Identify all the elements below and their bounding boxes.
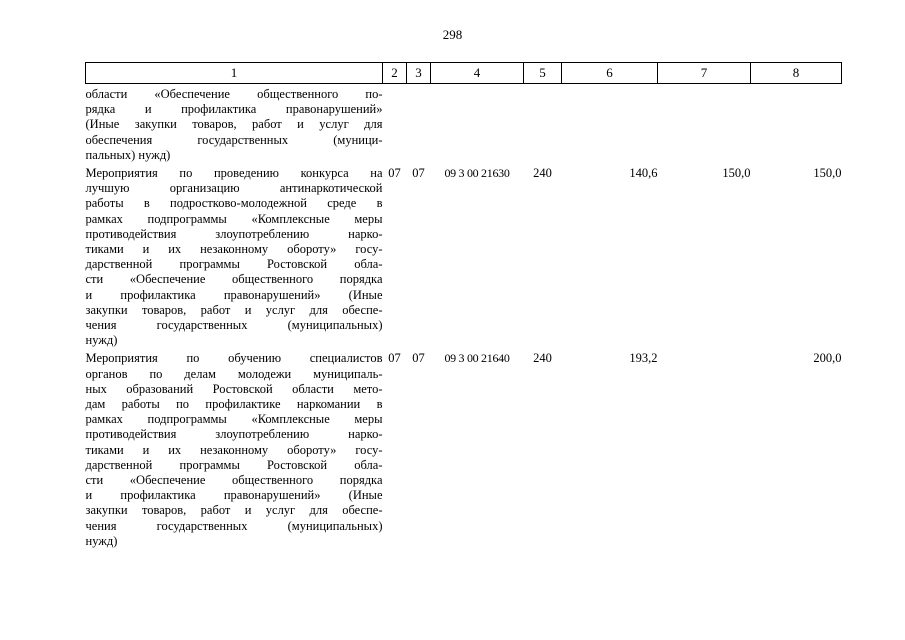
- expense-type-code: 240: [533, 351, 552, 366]
- description-line: противодействия злоупотреблению нарко-: [85, 226, 383, 241]
- amount-year-1: [562, 84, 658, 167]
- description-line: сти «Обеспечение общественного порядка: [85, 272, 383, 287]
- table-row: [86, 84, 842, 167]
- row-description: [86, 166, 383, 351]
- target-article-code: [431, 84, 524, 167]
- amount-year-1: 140,6: [629, 166, 658, 181]
- description-line: тиками и их незаконному обороту» госу-: [85, 242, 383, 257]
- subsection-code: [407, 84, 431, 167]
- description-line: и профилактика правонарушений» (Иные: [85, 287, 383, 302]
- description-line: пальных) нужд): [85, 147, 171, 162]
- table-row: [86, 351, 842, 552]
- description-line: тиками и их незаконному обороту» госу-: [85, 442, 383, 457]
- description-line: закупки товаров, работ и услуг для обеспе-: [85, 503, 383, 518]
- amount-year-3: [751, 84, 842, 167]
- description-line: чения государственных (муниципальных): [85, 318, 383, 333]
- description-line: лучшую организацию антинаркотической: [85, 181, 383, 196]
- description-line: сти «Обеспечение общественного порядка: [85, 473, 383, 488]
- column-header: 4: [431, 63, 524, 84]
- subsection-code: 07: [412, 351, 425, 366]
- description-line: органов по делам молодежи муниципаль-: [85, 366, 383, 381]
- description-line: нужд): [85, 333, 118, 348]
- description-line: закупки товаров, работ и услуг для обеспе-: [85, 302, 383, 317]
- description-line: рамках подпрограммы «Комплексные меры: [85, 412, 383, 427]
- target-article-code: 09 3 00 21630: [444, 166, 510, 181]
- amount-year-3: 200,0: [813, 351, 842, 366]
- target-article-code: 09 3 00 21640: [444, 351, 510, 366]
- column-header: 5: [524, 63, 562, 84]
- description-line: рамках подпрограммы «Комплексные меры: [85, 211, 383, 226]
- section-code: [383, 84, 407, 167]
- description-line: Мероприятия по проведению конкурса на: [85, 166, 383, 181]
- amount-year-3: 150,0: [813, 166, 842, 181]
- section-code: 07: [388, 166, 401, 181]
- column-header: 6: [562, 63, 658, 84]
- column-number-header: [86, 63, 842, 84]
- budget-table: [85, 62, 842, 552]
- row-description: [86, 351, 383, 552]
- description-line: работы в подростково-молодежной среде в: [85, 196, 383, 211]
- amount-year-2: [658, 351, 751, 552]
- amount-year-2: 150,0: [722, 166, 751, 181]
- column-header: 3: [407, 63, 431, 84]
- column-header: 8: [751, 63, 842, 84]
- description-line: дарственной программы Ростовской обла-: [85, 457, 383, 472]
- column-header: 2: [383, 63, 407, 84]
- column-header: 1: [86, 63, 383, 84]
- subsection-code: 07: [412, 166, 425, 181]
- expense-type-code: 240: [533, 166, 552, 181]
- description-line: обеспечения государственных (муници-: [85, 132, 383, 147]
- page-number: 298: [442, 27, 463, 42]
- description-line: дам работы по профилактике наркомании в: [85, 397, 383, 412]
- section-code: 07: [388, 351, 401, 366]
- amount-year-1: 193,2: [629, 351, 658, 366]
- amount-year-2: [658, 84, 751, 167]
- description-line: нужд): [85, 533, 118, 548]
- expense-type-code: [524, 84, 562, 167]
- description-line: противодействия злоупотреблению нарко-: [85, 427, 383, 442]
- row-description: [86, 84, 383, 167]
- description-line: Мероприятия по обучению специалистов: [85, 351, 383, 366]
- description-line: ных образований Ростовской области мето-: [85, 381, 383, 396]
- description-line: и профилактика правонарушений» (Иные: [85, 488, 383, 503]
- description-line: дарственной программы Ростовской обла-: [85, 257, 383, 272]
- table-row: [86, 166, 842, 351]
- column-header: 7: [658, 63, 751, 84]
- description-line: чения государственных (муниципальных): [85, 518, 383, 533]
- description-line: (Иные закупки товаров, работ и услуг для: [85, 117, 383, 132]
- description-line: области «Обеспечение общественного по-: [85, 87, 383, 101]
- description-line: рядка и профилактика правонарушений»: [85, 102, 383, 117]
